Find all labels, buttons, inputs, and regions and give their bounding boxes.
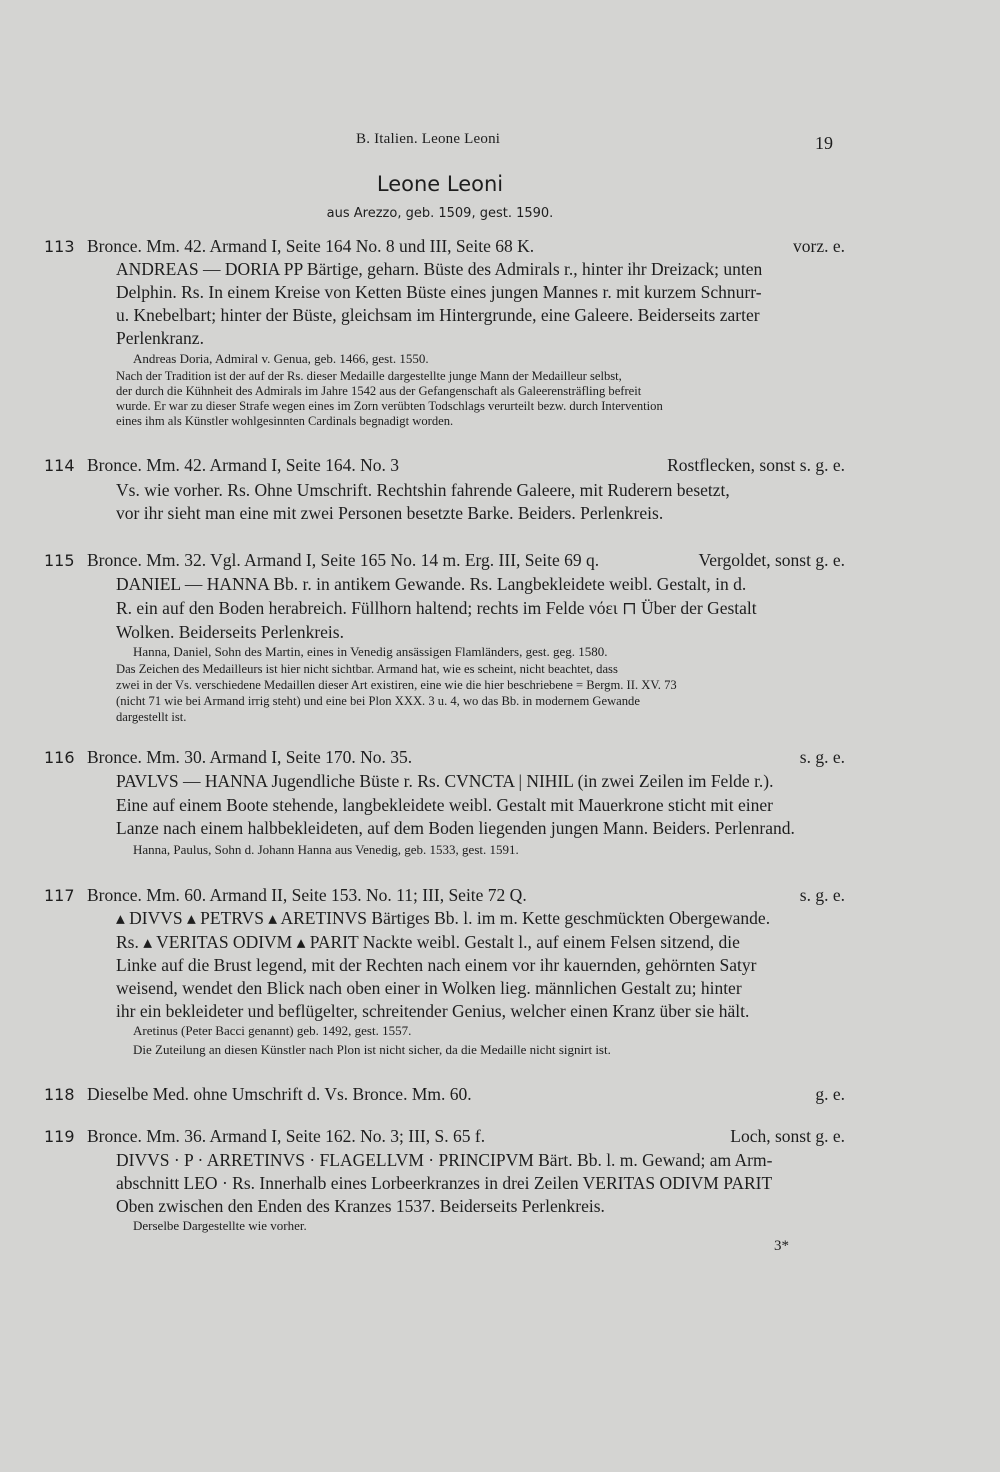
entry-heading: Bronce. Mm. 32. Vgl. Armand I, Seite 165 No. 14 m. Erg. III, Seite 69 q. — [87, 550, 600, 570]
entry-description-line: Wolken. Beiderseits Perlenkreis. — [116, 622, 344, 642]
entry-description-line: DIVVS · P · ARRETINVS · FLAGELLVM · PRINCIPVM Bärt. Bb. l. m. Gewand; am Arm- — [116, 1150, 773, 1170]
entry-description-line: vor ihr sieht man eine mit zwei Personen besetzte Barke. Beiders. Perlenkreis. — [116, 503, 664, 523]
entry-footnote: Nach der Tradition ist der auf der Rs. dieser Medaille dargestellte junge Mann der Medailleur selbst, — [116, 369, 622, 383]
entry-description-line: abschnitt LEO · Rs. Innerhalb eines Lorbeerkranzes in drei Zeilen VERITAS ODIVM PARIT — [116, 1173, 773, 1193]
entry-description-line: ANDREAS — DORIA PP Bärtige, geharn. Büste des Admirals r., hinter ihr Dreizack; unten — [116, 259, 763, 279]
entry-description-line: u. Knebelbart; hinter der Büste, gleichsam im Hintergrunde, eine Galeere. Beiderseits zarter — [116, 305, 760, 325]
entry-condition: Rostflecken, sonst s. g. e. — [667, 455, 845, 475]
entry-number: 119 — [44, 1127, 75, 1146]
entry-footnote: Das Zeichen des Medailleurs ist hier nicht sichtbar. Armand hat, wie es scheint, nicht beachtet, dass — [116, 662, 618, 676]
entry-description-line: weisend, wendet den Blick nach oben einer in Wolken lieg. männlichen Gestalt zu; hinter — [116, 978, 742, 998]
entry-number: 113 — [44, 237, 75, 256]
entry-number: 115 — [44, 551, 75, 570]
signature-mark: 3* — [774, 1238, 789, 1254]
entry-footnote: (nicht 71 wie bei Armand irrig steht) und eine bei Plon XXX. 3 u. 4, wo das Bb. in modernem Gewande — [116, 694, 640, 708]
entry-note: Derselbe Dargestellte wie vorher. — [133, 1218, 307, 1233]
entry-description-line: Eine auf einem Boote stehende, langbekleidete weibl. Gestalt mit Mauerkrone sticht mit einer — [116, 795, 774, 815]
entry-description-line: Delphin. Rs. In einem Kreise von Ketten Büste eines jungen Mannes r. mit kurzem Schnurr- — [116, 282, 762, 302]
entry-description-line: Lanze nach einem halbbekleideten, auf dem Boden liegenden jungen Mann. Beiders. Perlenrand. — [116, 818, 795, 838]
entry-footnote: der durch die Kühnheit des Admirals im Jahre 1542 aus der Gefangenschaft als Galeerensträfling befreit — [116, 384, 642, 398]
entry-note: Aretinus (Peter Bacci genannt) geb. 1492, gest. 1557. — [133, 1023, 412, 1038]
entry-condition: vorz. e. — [793, 236, 845, 256]
entry-description-line: ihr ein bekleideter und beflügelter, schreitender Genius, welcher einen Kranz über sie hält. — [116, 1001, 750, 1021]
entry-description-line: ▴ DIVVS ▴ PETRVS ▴ ARETINVS Bärtiges Bb. l. im m. Kette geschmückten Obergewande. — [116, 908, 771, 928]
entry-description-line: Vs. wie vorher. Rs. Ohne Umschrift. Rechtshin fahrende Galeere, mit Ruderern besetzt, — [116, 480, 730, 500]
entry-description-line: R. ein auf den Boden herabreich. Füllhorn haltend; rechts im Felde νόει ⊓ Über der Gestalt — [116, 598, 757, 618]
entry-description-line: Linke auf die Brust legend, mit der Rechten nach einem vor ihr kauernden, gehörnten Satyr — [116, 955, 757, 975]
entry-footnote: zwei in der Vs. verschiedene Medaillen dieser Art existiren, eine wie die hier beschriebene = Bergm. II. XV. 73 — [116, 678, 677, 692]
entry-note: Hanna, Paulus, Sohn d. Johann Hanna aus Venedig, geb. 1533, gest. 1591. — [133, 842, 519, 857]
entry-heading: Dieselbe Med. ohne Umschrift d. Vs. Bronce. Mm. 60. — [87, 1084, 472, 1104]
section-subtitle: aus Arezzo, geb. 1509, gest. 1590. — [326, 206, 554, 221]
entry-footnote: dargestellt ist. — [116, 710, 187, 724]
entry-heading: Bronce. Mm. 42. Armand I, Seite 164. No. 3 — [87, 455, 400, 475]
entry-heading: Bronce. Mm. 60. Armand II, Seite 153. No. 11; III, Seite 72 Q. — [87, 885, 527, 905]
entry-heading: Bronce. Mm. 42. Armand I, Seite 164 No. 8 und III, Seite 68 K. — [87, 236, 535, 256]
entry-description-line: Oben zwischen den Enden des Kranzes 1537. Beiderseits Perlenkreis. — [116, 1196, 605, 1216]
entry-condition: g. e. — [815, 1084, 845, 1104]
running-head-text: B. Italien. Leone Leoni — [356, 131, 501, 147]
entry-number: 118 — [44, 1085, 75, 1104]
entry-condition: s. g. e. — [799, 885, 845, 905]
entry-number: 117 — [44, 886, 75, 905]
entry-note: Die Zuteilung an diesen Künstler nach Plon ist nicht sicher, da die Medaille nicht signirt ist. — [133, 1042, 611, 1057]
entry-condition: Vergoldet, sonst g. e. — [698, 550, 845, 570]
entry-footnote: wurde. Er war zu dieser Strafe wegen eines im Zorn verübten Todschlags verurteilt bezw. durch Intervention — [116, 399, 663, 413]
page-number: 19 — [815, 133, 833, 153]
entry-heading: Bronce. Mm. 30. Armand I, Seite 170. No. 35. — [87, 747, 413, 767]
section-title: Leone Leoni — [376, 172, 504, 196]
entry-note: Hanna, Daniel, Sohn des Martin, eines in Venedig ansässigen Flamländers, gest. geg. 1580. — [133, 644, 608, 659]
entry-description-line: Perlenkranz. — [116, 328, 204, 348]
entry-heading: Bronce. Mm. 36. Armand I, Seite 162. No. 3; III, S. 65 f. — [87, 1126, 486, 1146]
entry-number: 116 — [44, 748, 75, 767]
entry-description-line: PAVLVS — HANNA Jugendliche Büste r. Rs. CVNCTA | NIHIL (in zwei Zeilen im Felde r.). — [116, 771, 774, 791]
entry-condition: Loch, sonst g. e. — [730, 1126, 845, 1146]
entry-description-line: Rs. ▴ VERITAS ODIVM ▴ PARIT Nackte weibl. Gestalt l., auf einem Felsen sitzend, die — [116, 932, 740, 952]
entry-condition: s. g. e. — [799, 747, 845, 767]
entry-number: 114 — [44, 456, 75, 475]
entry-note: Andreas Doria, Admiral v. Genua, geb. 1466, gest. 1550. — [133, 351, 429, 366]
entry-description-line: DANIEL — HANNA Bb. r. in antikem Gewande. Rs. Langbekleidete weibl. Gestalt, in d. — [116, 574, 747, 594]
entry-footnote: eines ihm als Künstler wohlgesinnten Cardinals begnadigt worden. — [116, 414, 454, 428]
